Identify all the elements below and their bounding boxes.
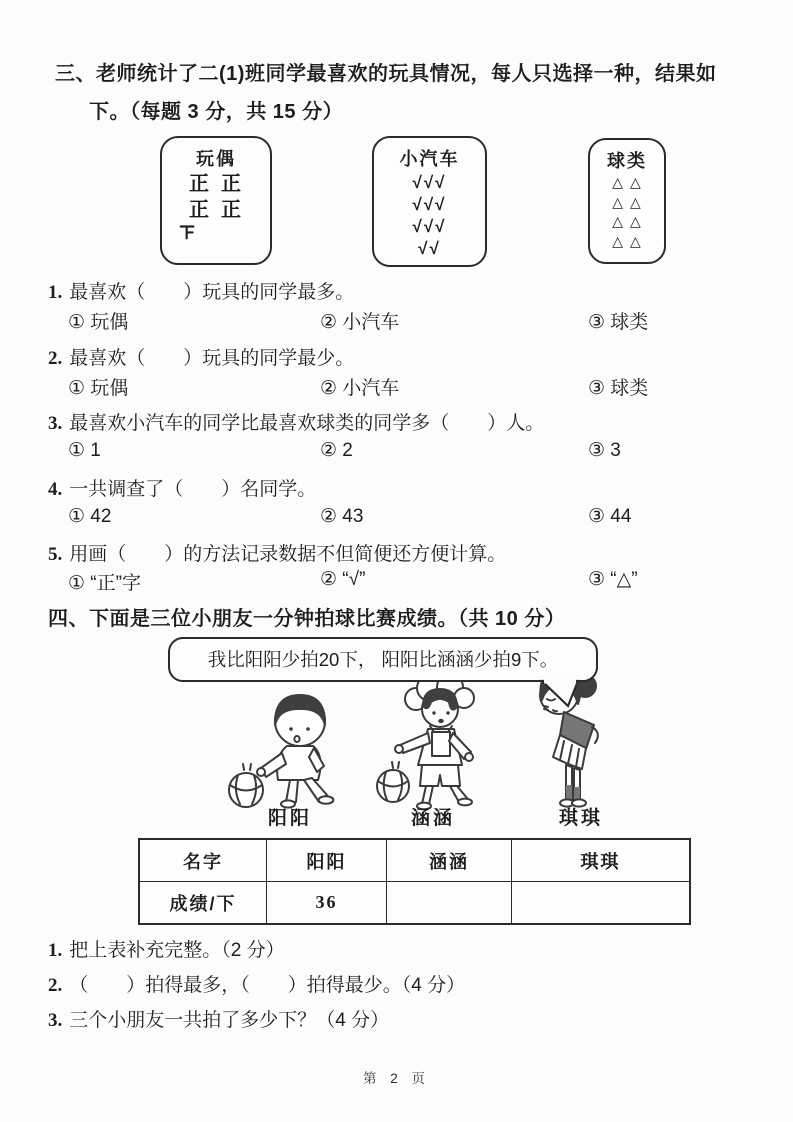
question-3-3-options <box>48 439 762 469</box>
tally-box-label: 球类 <box>607 151 647 171</box>
option-2: ② “√” <box>320 569 366 590</box>
score-table-container <box>138 838 691 925</box>
option-3: ③ 3 <box>588 440 621 461</box>
question-number: 2. <box>48 348 63 369</box>
question-3-2 <box>48 343 354 370</box>
option-3: ③ 44 <box>588 506 632 527</box>
question-number: 2. <box>48 975 63 996</box>
question-4-3 <box>48 1005 389 1032</box>
section3-heading-line1: 三、老师统计了二(1)班同学最喜欢的玩具情况，每人只选择一种，结果如 <box>55 63 717 85</box>
header-cell-qiqi: 琪琪 <box>512 840 690 882</box>
question-text: 把上表补充完整。（2 分） <box>69 940 285 961</box>
option-3: ③ “△” <box>588 569 638 590</box>
section3-heading-line2: 下。（每题 3 分，共 15 分） <box>89 101 344 123</box>
tally-row: √√√ <box>412 173 447 192</box>
option-1: ① 1 <box>68 440 101 461</box>
question-number: 3. <box>48 413 63 434</box>
question-text: 最喜欢小汽车的同学比最喜欢球类的同学多（ ）人。 <box>69 413 545 434</box>
page-number: 第 2 页 <box>362 1071 430 1086</box>
option-3: ③ 球类 <box>588 312 649 333</box>
score-cell-hanhan <box>387 882 512 924</box>
child-yangyang-illustration <box>224 690 374 812</box>
tally-row: √√√ <box>412 217 447 236</box>
question-text: 用画（ ）的方法记录数据不但简便还方便计算。 <box>69 544 507 565</box>
header-cell-name: 名字 <box>140 840 267 882</box>
header-cell-hanhan: 涵涵 <box>387 840 512 882</box>
tally-row: △△ <box>612 213 648 229</box>
header-cell-yangyang: 阳阳 <box>267 840 387 882</box>
option-1: ① 玩偶 <box>68 378 129 399</box>
question-number: 5. <box>48 544 63 565</box>
option-2: ② 2 <box>320 440 353 461</box>
score-table <box>139 839 690 924</box>
tally-box-balls <box>588 138 666 264</box>
speech-bubble-text: 我比阳阳少拍20下， 阳阳比涵涵少拍9下。 <box>207 649 559 670</box>
tally-row: △△ <box>612 232 648 249</box>
child-label-yangyang: 阳阳 <box>267 808 312 829</box>
tally-row: 正正 <box>189 199 253 221</box>
tally-row: √√ <box>418 239 441 258</box>
tally-row: √√√ <box>412 195 447 214</box>
section4-heading: 四、下面是三位小朋友一分钟拍球比赛成绩。（共 10 分） <box>48 608 566 630</box>
speech-bubble <box>168 637 598 682</box>
question-text: 最喜欢（ ）玩具的同学最多。 <box>69 282 355 303</box>
speech-bubble-tail <box>538 679 584 709</box>
table-data-row <box>140 882 690 924</box>
question-4-2 <box>48 970 465 997</box>
option-1: ① 玩偶 <box>68 312 129 333</box>
row-label-score: 成绩/下 <box>140 882 267 924</box>
question-number: 3. <box>48 1010 63 1031</box>
question-text: 三个小朋友一共拍了多少下？（4 分） <box>69 1010 390 1031</box>
tally-box-dolls <box>160 136 272 265</box>
question-3-4-options <box>48 505 762 535</box>
score-cell-qiqi <box>512 882 690 924</box>
question-3-4 <box>48 474 316 501</box>
child-label-qiqi: 琪琪 <box>558 808 603 829</box>
tally-row: △△ <box>612 193 648 210</box>
question-number: 1. <box>48 940 63 961</box>
option-1: ① 42 <box>68 506 112 527</box>
option-3: ③ 球类 <box>588 378 649 399</box>
tally-row <box>162 223 270 240</box>
option-1: ① “正”字 <box>68 573 141 594</box>
table-header-row <box>140 840 690 882</box>
option-2: ② 小汽车 <box>320 378 400 399</box>
score-cell-yangyang: 36 <box>267 882 387 924</box>
question-3-5 <box>48 539 506 566</box>
option-2: ② 43 <box>320 506 364 527</box>
tally-box-cars <box>372 136 487 267</box>
child-hanhan-illustration <box>368 672 518 812</box>
question-4-1 <box>48 935 285 962</box>
question-3-3 <box>48 408 544 435</box>
question-3-5-options <box>48 568 762 598</box>
question-text: 最喜欢（ ）玩具的同学最少。 <box>69 348 355 369</box>
question-3-1-options <box>48 307 762 337</box>
question-number: 1. <box>48 282 63 303</box>
question-3-1 <box>48 277 354 304</box>
question-number: 4. <box>48 479 63 500</box>
tally-box-label: 小汽车 <box>399 149 460 169</box>
tally-row: 正正 <box>189 173 253 195</box>
tally-row: △△ <box>612 174 648 190</box>
question-text: （ ）拍得最多，（ ）拍得最少。（4 分） <box>69 975 466 996</box>
question-3-2-options <box>48 373 762 403</box>
question-text: 一共调查了（ ）名同学。 <box>69 479 317 500</box>
child-label-hanhan: 涵涵 <box>410 808 455 829</box>
option-2: ② 小汽车 <box>320 312 400 333</box>
partial-zheng-tally-icon <box>179 224 196 240</box>
tally-box-label: 玩偶 <box>196 149 236 169</box>
